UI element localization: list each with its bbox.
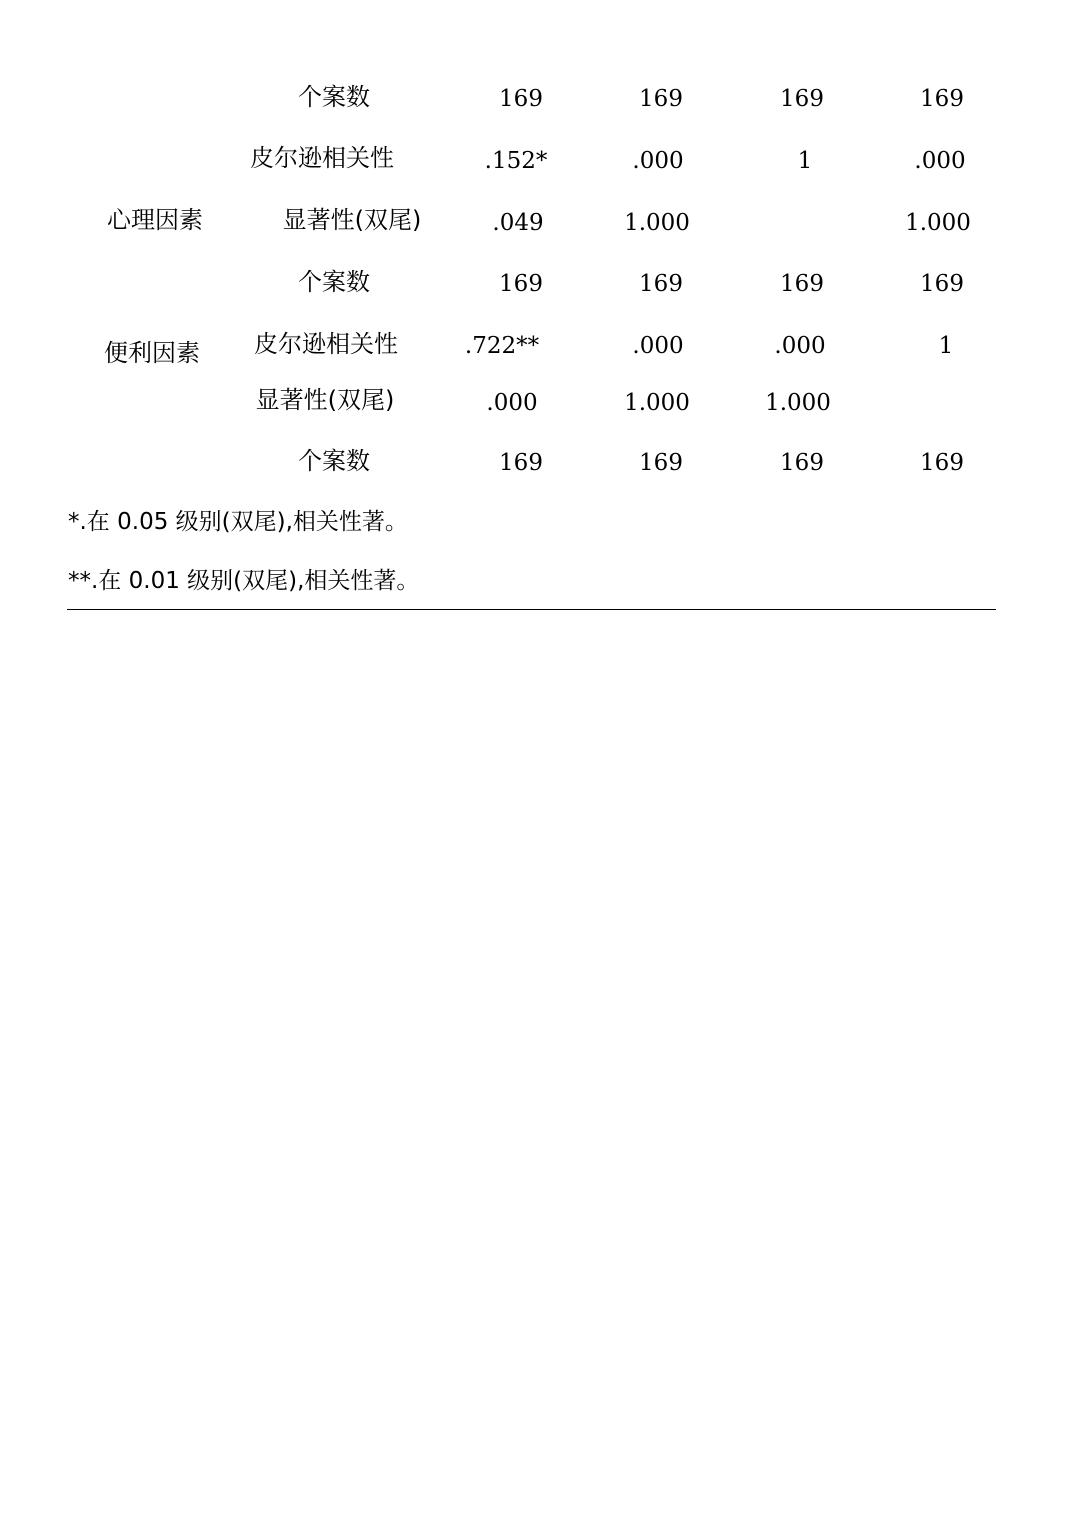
row-label-significance: 显著性(双尾) — [255, 386, 395, 414]
cell-value: 169 — [920, 271, 964, 297]
cell-value: .049 — [492, 210, 544, 236]
group-label-psychological: 心理因素 — [107, 206, 203, 234]
row-label-case-count: 个案数 — [298, 268, 370, 296]
cell-value: 169 — [499, 271, 543, 297]
cell-value: 169 — [499, 450, 543, 476]
table-bottom-rule — [67, 609, 996, 610]
cell-value: 1 — [938, 333, 954, 359]
cell-value: .000 — [632, 148, 684, 174]
row-label-case-count: 个案数 — [298, 83, 370, 111]
row-label-case-count: 个案数 — [298, 447, 370, 475]
cell-value: .152* — [484, 148, 548, 174]
cell-value: 1 — [797, 148, 813, 174]
cell-value: .000 — [774, 333, 826, 359]
cell-value: 169 — [920, 450, 964, 476]
cell-value: .000 — [914, 148, 966, 174]
cell-value: 169 — [499, 86, 543, 112]
group-label-convenience: 便利因素 — [104, 339, 200, 367]
row-label-significance: 显著性(双尾) — [282, 206, 422, 234]
cell-value: 169 — [639, 271, 683, 297]
cell-value: 169 — [639, 450, 683, 476]
cell-value: .722** — [464, 333, 540, 359]
cell-value: 1.000 — [905, 210, 971, 236]
row-label-pearson: 皮尔逊相关性 — [254, 330, 398, 358]
cell-value: 169 — [780, 86, 824, 112]
cell-value: 169 — [780, 450, 824, 476]
cell-value: 1.000 — [624, 210, 690, 236]
footnote-double-star: **.在 0.01 级别(双尾),相关性著。 — [68, 568, 420, 594]
cell-value: 169 — [639, 86, 683, 112]
row-label-pearson: 皮尔逊相关性 — [250, 144, 394, 172]
cell-value: .000 — [486, 390, 538, 416]
cell-value: 169 — [920, 86, 964, 112]
footnote-single-star: *.在 0.05 级别(双尾),相关性著。 — [68, 509, 408, 535]
cell-value: .000 — [632, 333, 684, 359]
cell-value: 1.000 — [624, 390, 690, 416]
cell-value: 1.000 — [765, 390, 831, 416]
cell-value: 169 — [780, 271, 824, 297]
